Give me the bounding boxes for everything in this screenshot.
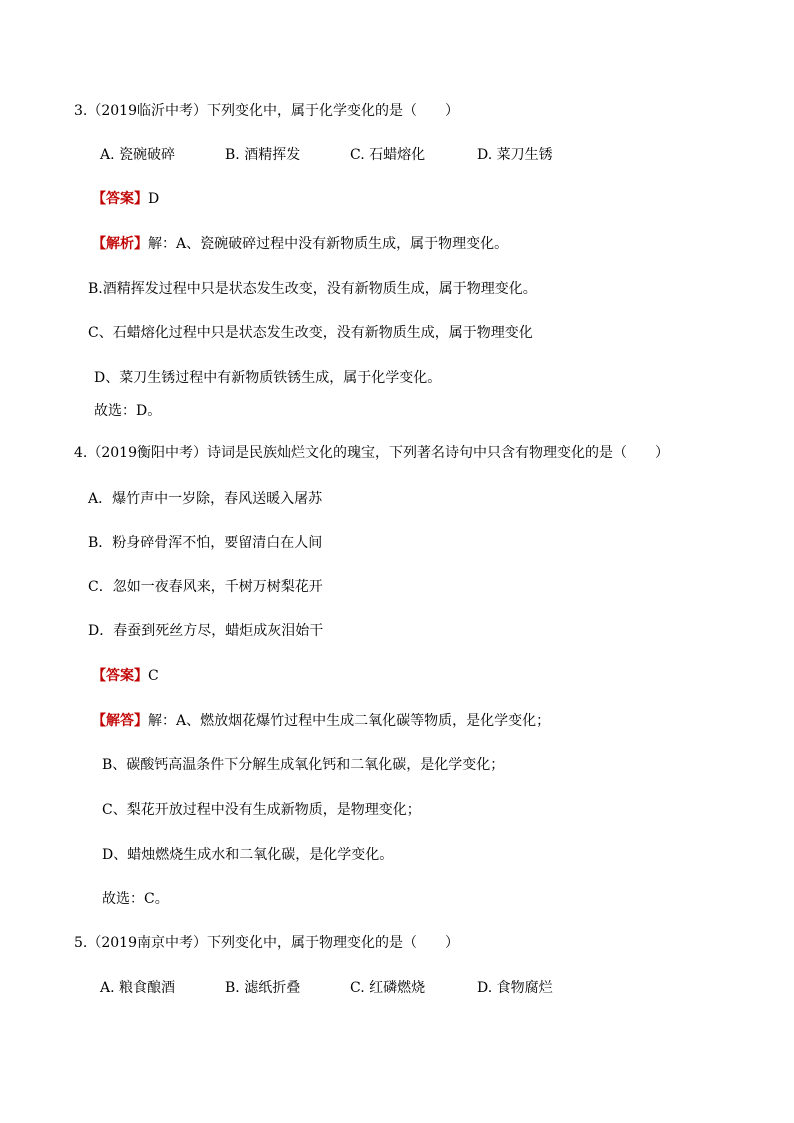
question-3-option-a: A. 瓷碗破碎 (100, 147, 176, 163)
question-4-option-b: B．粉身碎骨浑不怕，要留清白在人间 (88, 535, 323, 551)
question-4-option-d: D．春蚕到死丝方尽，蜡炬成灰泪始干 (88, 623, 324, 639)
question-5-stem: 5.（2019南京中考）下列变化中，属于物理变化的是（ ） (74, 935, 459, 951)
question-4-option-a: A．爆竹声中一岁除，春风送暖入屠苏 (88, 491, 323, 507)
question-3-option-b: B. 酒精挥发 (225, 147, 301, 163)
question-4-analysis-line-2: B、碳酸钙高温条件下分解生成氧化钙和二氧化碳，是化学变化； (102, 757, 505, 773)
question-5-option-d: D. 食物腐烂 (477, 980, 553, 996)
question-5-option-c: C. 红磷燃烧 (350, 980, 426, 996)
question-4-stem: 4.（2019衡阳中考）诗词是民族灿烂文化的瑰宝，下列著名诗句中只含有物理变化的是（ ） (74, 445, 669, 461)
question-3-analysis-line-2: B.酒精挥发过程中只是状态发生改变，没有新物质生成，属于物理变化。 (88, 281, 537, 297)
question-4-analysis-line-4: D、蜡烛燃烧生成水和二氧化碳，是化学变化。 (102, 847, 394, 863)
question-3-analysis-line-4: D、菜刀生锈过程中有新物质铁锈生成，属于化学变化。 (94, 370, 442, 386)
question-4-answer (92, 667, 159, 685)
question-5-option-a: A. 粮食酿酒 (100, 980, 176, 996)
answer-value: D (148, 191, 160, 207)
question-3-analysis-line-3: C、石蜡熔化过程中只是状态发生改变，没有新物质生成，属于物理变化 (88, 325, 533, 341)
analysis-tag: 【解答】 (92, 713, 148, 729)
question-4-analysis-line-1 (92, 712, 550, 730)
question-3-option-c: C. 石蜡熔化 (350, 147, 426, 163)
question-3-conclusion: 故选：D。 (94, 403, 162, 419)
question-3-answer (92, 190, 159, 208)
question-3-analysis-line-1 (92, 235, 508, 253)
question-5-option-b: B. 滤纸折叠 (225, 980, 301, 996)
analysis-text: 解：A、燃放烟花爆竹过程中生成二氧化碳等物质，是化学变化； (148, 713, 551, 729)
question-3-stem: 3.（2019临沂中考）下列变化中，属于化学变化的是（ ） (74, 103, 459, 119)
question-4-option-c: C．忽如一夜春风来，千树万树梨花开 (88, 579, 323, 595)
answer-tag: 【答案】 (92, 668, 148, 684)
answer-value: C (148, 668, 159, 684)
question-4-analysis-line-3: C、梨花开放过程中没有生成新物质，是物理变化； (102, 802, 421, 818)
question-3-option-d: D. 菜刀生锈 (477, 147, 553, 163)
question-4-conclusion: 故选：C。 (102, 891, 169, 907)
answer-tag: 【答案】 (92, 191, 148, 207)
analysis-tag: 【解析】 (92, 236, 148, 252)
analysis-text: 解：A、瓷碗破碎过程中没有新物质生成，属于物理变化。 (148, 236, 509, 252)
